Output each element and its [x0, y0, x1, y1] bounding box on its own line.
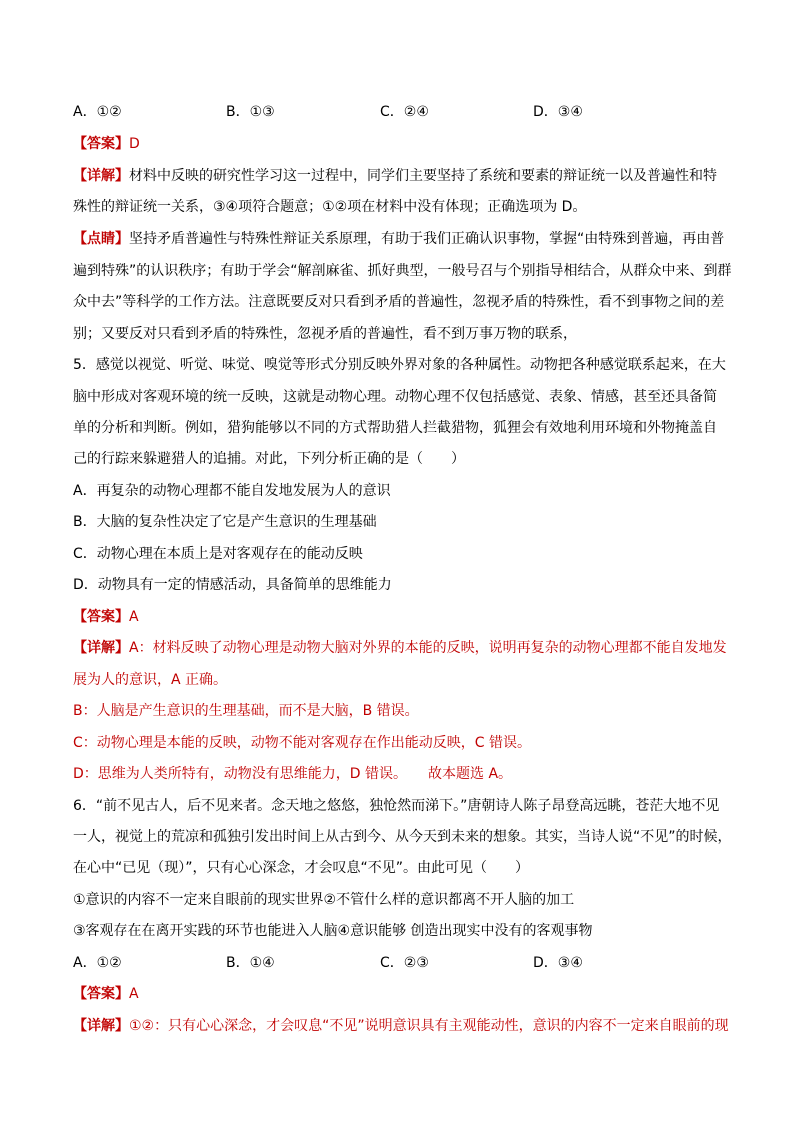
q6-detail-line-1	[73, 1016, 733, 1036]
q5-stem-line-3: 单的分析和判断。例如，猎狗能够以不同的方式帮助猎人拦截猎物，狐狸会有效地利用环境和外物掩盖自	[73, 420, 717, 436]
q4-tip-line-2: 遍到特殊”的认识秩序；有助于学会“解剖麻雀、抓好典型，一般号召与个别指导相结合，从群众中来、到群	[73, 263, 732, 279]
q5-stem-line-4: 己的行踪来躲避猎人的追捕。对此，下列分析正确的是（ ）	[73, 451, 465, 467]
q5-option-c: C．动物心理在本质上是对客观存在的能动反映	[73, 546, 363, 562]
q6-option-c: C．②③	[380, 955, 429, 971]
detail-text: ①②：只有心心深念，才会叹息“不见”说明意识具有主观能动性，意识的内容不一定来自眼前的现	[129, 1018, 729, 1034]
answer-tag: 【答案】	[73, 609, 129, 625]
q6-statement-line-1: ①意识的内容不一定来自眼前的现实世界②不管什么样的意识都离不开人脑的加工	[73, 892, 575, 908]
q5-option-d: D．动物具有一定的情感活动，具备简单的思维能力	[73, 577, 392, 593]
q5-detail-line-5: D：思维为人类所特有，动物没有思维能力，D 错误。 故本题选 A。	[73, 766, 513, 782]
q6-stem-line-1: 6．“前不见古人，后不见来者。念天地之悠悠，独怆然而涕下。”唐朝诗人陈子昂登高远眺，苍茫大地不见	[73, 798, 720, 814]
q6-option-b: B．①④	[226, 955, 275, 971]
q5-option-a: A．再复杂的动物心理都不能自发地发展为人的意识	[73, 483, 391, 499]
answer-tag: 【答案】	[73, 136, 129, 152]
answer-tag: 【答案】	[73, 986, 129, 1002]
q4-option-d: D．③④	[533, 104, 583, 120]
q6-option-d: D．③④	[533, 955, 583, 971]
q6-statement-line-2: ③客观存在在离开实践的环节也能进入人脑④意识能够 创造出现实中没有的客观事物	[73, 923, 593, 939]
q6-stem-line-2: 一人，视觉上的荒凉和孤独引发出时间上从古到今、从今天到未来的想象。其实，当诗人说“不见”的时候，	[73, 829, 732, 845]
answer-value: A	[129, 986, 139, 1002]
q5-detail-line-4: C：动物心理是本能的反映，动物不能对客观存在作出能动反映，C 错误。	[73, 735, 531, 751]
detail-text: 材料中反映的研究性学习这一过程中，同学们主要坚持了系统和要素的辩证统一以及普遍性和特	[129, 168, 717, 184]
q6-answer	[73, 984, 733, 1004]
detail-text: A：材料反映了动物心理是动物大脑对外界的本能的反映，说明再复杂的动物心理都不能自发地发	[129, 640, 727, 656]
q5-stem-line-1: 5．感觉以视觉、听觉、味觉、嗅觉等形式分别反映外界对象的各种属性。动物把各种感觉联系起来，在大	[73, 357, 726, 373]
q5-detail-line-1	[73, 638, 733, 658]
q6-stem-line-3: 在心中“已见（现）”，只有心心深念，才会叹息“不见”。由此可见（ ）	[73, 860, 530, 876]
q4-detail-line-1	[73, 166, 733, 186]
answer-value: D	[129, 136, 140, 152]
detail-tag: 【详解】	[73, 640, 129, 656]
tip-text: 坚持矛盾普遍性与特殊性辩证关系原理，有助于我们正确认识事物，掌握“由特殊到普遍，再由普	[129, 231, 725, 247]
q4-answer	[73, 134, 733, 154]
q5-stem-line-2: 脑中形成对客观环境的统一反映，这就是动物心理。动物心理不仅包括感觉、表象、情感，甚至还具备简	[73, 389, 717, 405]
q4-option-a: A．①②	[73, 104, 122, 120]
q5-detail-line-3: B：人脑是产生意识的生理基础，而不是大脑，B 错误。	[73, 703, 419, 719]
q4-option-c: C．②④	[380, 104, 429, 120]
q6-option-a: A．①②	[73, 955, 122, 971]
q4-tip-line-1	[73, 229, 733, 249]
q4-detail-line-2: 殊性的辩证统一关系，③④项符合题意；①②项在材料中没有体现；正确选项为 D。	[73, 199, 587, 215]
q4-option-b: B．①③	[226, 104, 275, 120]
answer-value: A	[129, 609, 139, 625]
q5-detail-line-2: 展为人的意识，A 正确。	[73, 672, 228, 688]
q4-tip-line-4: 别；又要反对只看到矛盾的特殊性，忽视矛盾的普遍性，看不到万事万物的联系，	[73, 326, 577, 342]
q5-answer	[73, 607, 733, 627]
q5-option-b: B．大脑的复杂性决定了它是产生意识的生理基础	[73, 514, 377, 530]
detail-tag: 【详解】	[73, 1018, 129, 1034]
detail-tag: 【详解】	[73, 168, 129, 184]
q4-tip-line-3: 众中去”等科学的工作方法。注意既要反对只看到矛盾的普遍性，忽视矛盾的特殊性，看不到事物之间的差	[73, 294, 725, 310]
tip-tag: 【点睛】	[73, 231, 129, 247]
